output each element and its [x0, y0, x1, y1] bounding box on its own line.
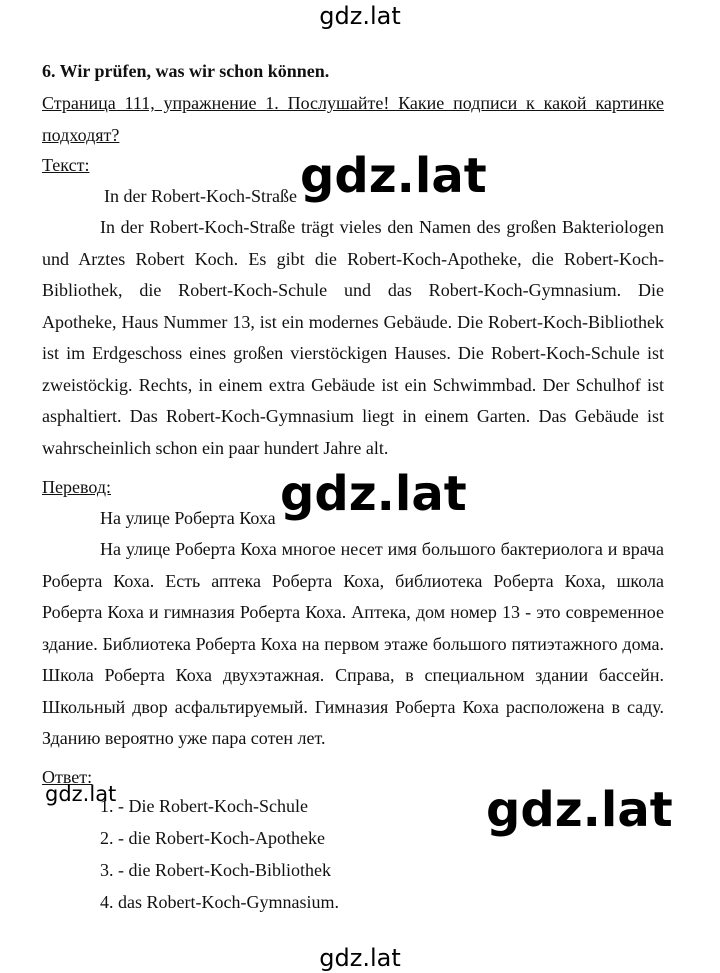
answer-item: 1. - Die Robert-Koch-Schule	[100, 796, 308, 816]
watermark-large-3: gdz.lat	[486, 782, 673, 838]
answer-item: 2. - die Robert-Koch-Apotheke	[100, 828, 325, 848]
answer-item: 4. das Robert-Koch-Gymnasium.	[100, 892, 339, 912]
text-label: Текст:	[42, 155, 90, 175]
exercise-heading: 6. Wir prüfen, was wir schon können.	[42, 61, 330, 81]
task-instruction: Страница 111, упражнение 1. Послушайте! Какие подписи к какой картинке подходят?	[42, 93, 664, 145]
answer-list	[100, 790, 339, 918]
answer-label: Ответ:	[42, 767, 93, 787]
watermark-small: gdz.lat	[45, 782, 117, 806]
translation-body: На улице Роберта Коха многое несет имя большого бактериолога и врача Роберта Коха. Есть аптека Роберта Коха, библиотека Роберта Коха, школа Роберта Коха и гимназия Роберта Коха. Аптека, дом номер 13 - это современное здание. Библиотека Роберта Коха на первом этаже большого пятиэтажного дома. Школа Роберта Коха двухэтажная. Справа, в специальном здании бассейн. Школьный двор асфальтируемый. Гимназия Роберта Коха расположена в саду. Зданию вероятно уже пара сотен лет.	[42, 539, 664, 748]
answer-item: 3. - die Robert-Koch-Bibliothek	[100, 860, 331, 880]
watermark-large-1: gdz.lat	[300, 148, 487, 204]
translation-title: На улице Роберта Коха	[100, 508, 276, 528]
watermark-bottom: gdz.lat	[319, 944, 401, 972]
watermark-top: gdz.lat	[319, 2, 401, 30]
german-text-title: In der Robert-Koch-Straße	[104, 186, 297, 206]
german-text-body: In der Robert-Koch-Straße trägt vieles den Namen des großen Bakteriologen und Arztes Robert Koch. Es gibt die Robert-Koch-Apotheke, die Robert-Koch-Bibliothek, die Robert-Koch-Schule und das Robert-Koch-Gymnasium. Die Apotheke, Haus Nummer 13, ist ein modernes Gebäude. Die Robert-Koch-Bibliothek ist im Erdgeschoss eines großen vierstöckigen Hauses. Die Robert-Koch-Schule ist zweistöckig. Rechts, in einem extra Gebäude ist ein Schwimmbad. Der Schulhof ist asphaltiert. Das Robert-Koch-Gymnasium liegt in einem Garten. Das Gebäude ist wahrscheinlich schon ein paar hundert Jahre alt.	[42, 217, 664, 458]
translation-label: Перевод:	[42, 477, 111, 497]
watermark-large-2: gdz.lat	[280, 466, 467, 522]
